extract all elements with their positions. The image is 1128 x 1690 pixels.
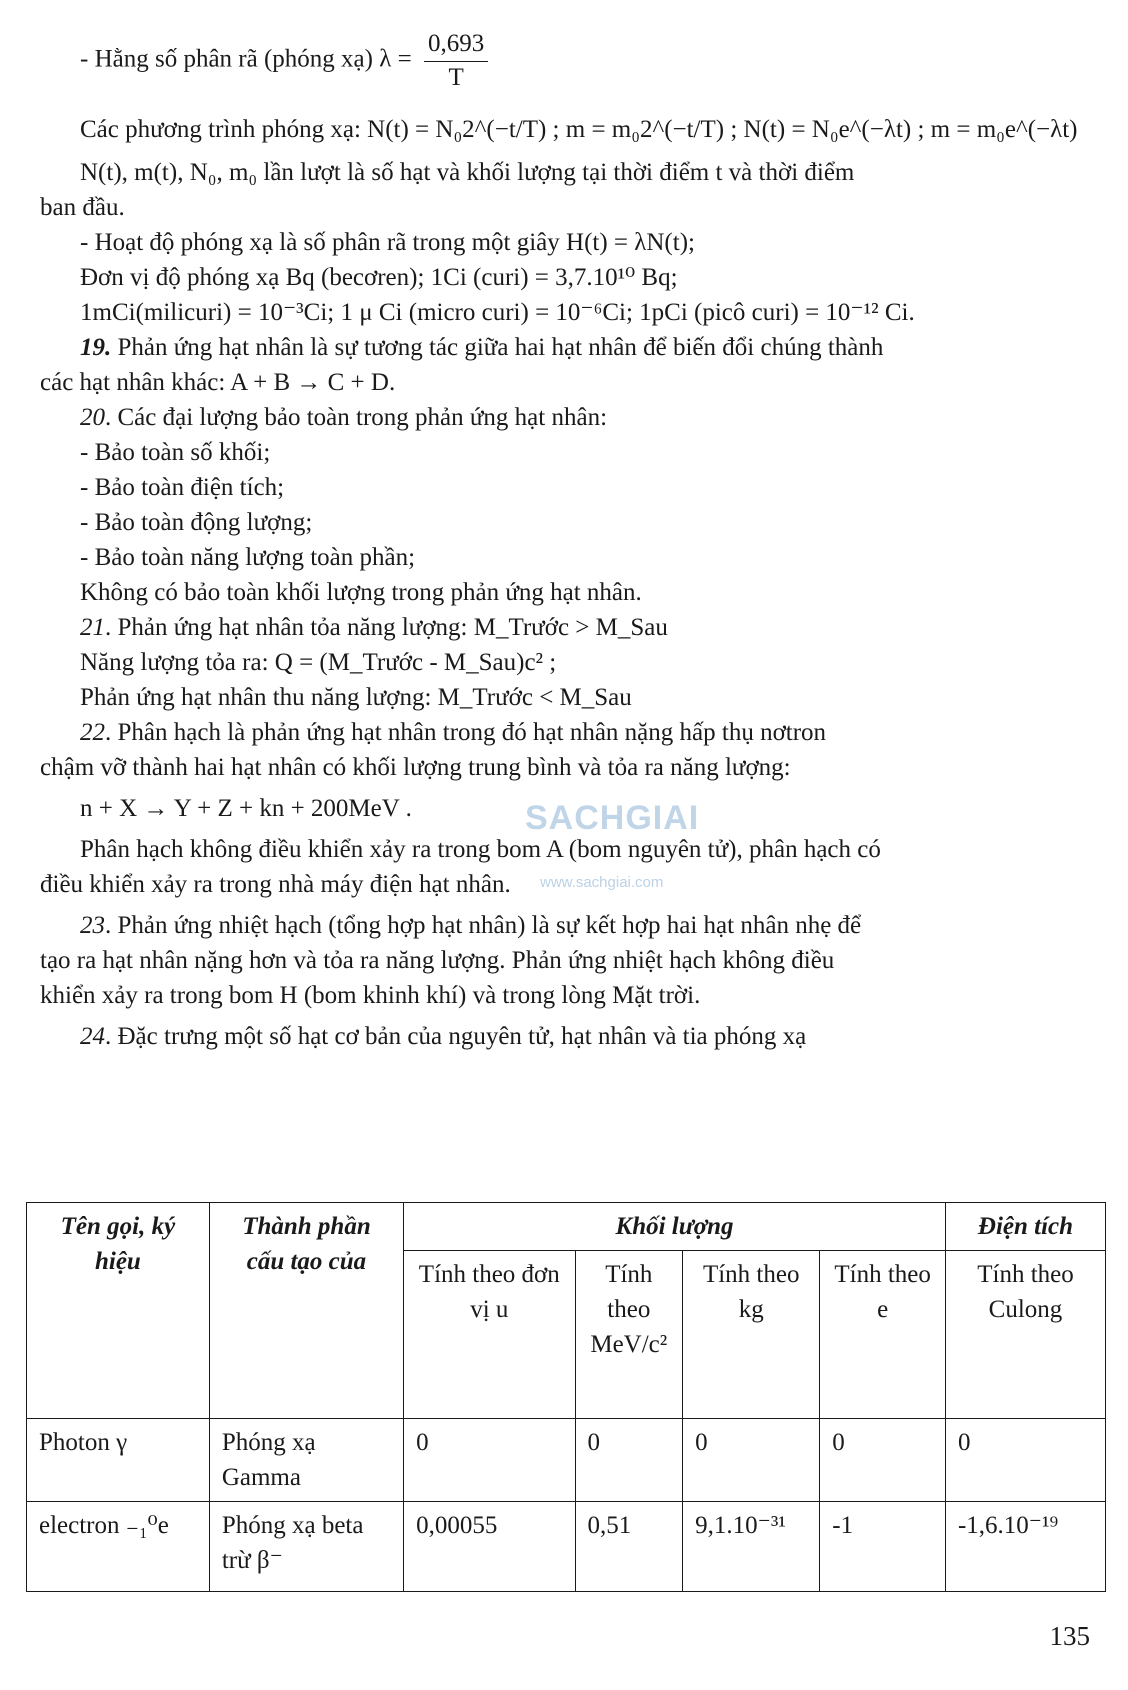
item-number: 24	[80, 1023, 105, 1050]
variables-line: N(t), m(t), N₀, m₀ lần lượt là số hạt và khối lượng tại thời điểm t và thời điểm	[80, 159, 855, 186]
fission-equation: n + X → Y + Z + kn + 200MeV .	[80, 795, 412, 822]
cell-u: 0,00055	[404, 1502, 575, 1592]
cell-name: electron ₋₁⁰e	[27, 1502, 210, 1592]
item-text: . Phản ứng hạt nhân tỏa năng lượng: M_Trước > M_Sau	[105, 614, 668, 641]
cell-coulomb: -1,6.10⁻¹⁹	[945, 1502, 1105, 1592]
activity-line: - Hoạt độ phóng xạ là số phân rã trong một giây H(t) = λN(t);	[80, 229, 695, 256]
header-mass: Khối lượng	[404, 1203, 946, 1251]
fraction-numerator: 0,693	[424, 28, 488, 62]
decay-constant-fraction	[424, 28, 488, 94]
header-charge: Điện tích	[945, 1203, 1105, 1251]
item-number: 21	[80, 614, 105, 641]
fission-note: Phân hạch không điều khiển xảy ra trong bom A (bom nguyên tử), phân hạch có	[80, 836, 881, 863]
page-content	[40, 20, 1088, 1054]
watermark-logo: SACHGIAI	[525, 799, 700, 837]
item-text: . Các đại lượng bảo toàn trong phản ứng hạt nhân:	[105, 404, 608, 431]
item-22	[40, 715, 1088, 750]
no-mass-conservation: Không có bảo toàn khối lượng trong phản ứng hạt nhân.	[80, 579, 642, 606]
item-number: 23	[80, 912, 105, 939]
item-19	[40, 330, 1088, 365]
cell-composition: Phóng xạ beta trừ β⁻	[209, 1502, 403, 1592]
subheader-kg: Tính theo kg	[683, 1251, 820, 1419]
item-24	[40, 1019, 1088, 1054]
decay-constant-line	[40, 28, 1088, 94]
cell-kg: 9,1.10⁻³¹	[683, 1502, 820, 1592]
cell-e: 0	[820, 1419, 946, 1502]
decay-constant-text: - Hằng số phân rã (phóng xạ) λ =	[80, 45, 412, 73]
header-composition: Thành phần cấu tạo của	[209, 1203, 403, 1419]
item-text: . Phản ứng nhiệt hạch (tổng hợp hạt nhân) là sự kết hợp hai hạt nhân nhẹ để	[105, 912, 862, 939]
cell-e: -1	[820, 1502, 946, 1592]
item-23-cont: tạo ra hạt nhân nặng hơn và tỏa ra năng lượng. Phản ứng nhiệt hạch không điều	[40, 947, 835, 974]
item-19-cont: các hạt nhân khác: A + B → C + D.	[40, 369, 396, 396]
page-number: 135	[1049, 1621, 1090, 1651]
fission-note-cont: điều khiển xảy ra trong nhà máy điện hạt nhân.	[40, 871, 511, 898]
variables-line-cont: ban đầu.	[40, 194, 125, 221]
cell-composition: Phóng xạ Gamma	[209, 1419, 403, 1502]
subheader-e: Tính theo e	[820, 1251, 946, 1419]
item-text: Phản ứng hạt nhân là sự tương tác giữa hai hạt nhân để biến đổi chúng thành	[111, 334, 884, 361]
item-number: 19.	[80, 334, 112, 361]
energy-absorbed-line: Phản ứng hạt nhân thu năng lượng: M_Trước < M_Sau	[80, 684, 632, 711]
table-row	[27, 1419, 1106, 1502]
conservation-mass-number: - Bảo toàn số khối;	[80, 439, 271, 466]
conservation-momentum: - Bảo toàn động lượng;	[80, 509, 313, 536]
table-header-row	[27, 1203, 1106, 1251]
decay-equations-line: Các phương trình phóng xạ: N(t) = N₀2^(−t/T) ; m = m₀2^(−t/T) ; N(t) = N₀e^(−λt) ; m = m₀e^(−λt)	[80, 116, 1078, 143]
item-22-cont: chậm vỡ thành hai hạt nhân có khối lượng trung bình và tỏa ra năng lượng:	[40, 754, 791, 781]
item-text: . Đặc trưng một số hạt cơ bản của nguyên tử, hạt nhân và tia phóng xạ	[105, 1023, 807, 1050]
item-number: 22	[80, 719, 105, 746]
conservation-charge: - Bảo toàn điện tích;	[80, 474, 285, 501]
watermark-url: www.sachgiai.com	[540, 874, 664, 891]
cell-coulomb: 0	[945, 1419, 1105, 1502]
cell-mev: 0	[575, 1419, 683, 1502]
cell-name: Photon γ	[27, 1419, 210, 1502]
subheader-mev: Tính theo MeV/c²	[575, 1251, 683, 1419]
unit-line: Đơn vị độ phóng xạ Bq (becơren); 1Ci (curi) = 3,7.10¹⁰ Bq;	[80, 264, 678, 291]
energy-released-line: Năng lượng tỏa ra: Q = (M_Trước - M_Sau)c² ;	[80, 649, 557, 676]
item-23-cont-2: khiển xảy ra trong bom H (bom khinh khí) và trong lòng Mặt trời.	[40, 982, 701, 1009]
subheader-u: Tính theo đơn vị u	[404, 1251, 575, 1419]
item-23	[40, 908, 1088, 943]
cell-kg: 0	[683, 1419, 820, 1502]
conservation-energy: - Bảo toàn năng lượng toàn phần;	[80, 544, 416, 571]
particle-table	[26, 1202, 1106, 1592]
table-row	[27, 1502, 1106, 1592]
subheader-coulomb: Tính theo Culong	[945, 1251, 1105, 1419]
cell-u: 0	[404, 1419, 575, 1502]
fraction-denominator: T	[448, 63, 464, 91]
item-20	[40, 400, 1088, 435]
item-text: . Phân hạch là phản ứng hạt nhân trong đó hạt nhân nặng hấp thụ nơtron	[105, 719, 827, 746]
cell-mev: 0,51	[575, 1502, 683, 1592]
item-21	[40, 610, 1088, 645]
header-name: Tên gọi, ký hiệu	[27, 1203, 210, 1419]
item-number: 20	[80, 404, 105, 431]
unit-line-2: 1mCi(milicuri) = 10⁻³Ci; 1 μ Ci (micro curi) = 10⁻⁶Ci; 1pCi (picô curi) = 10⁻¹² Ci.	[80, 299, 915, 326]
